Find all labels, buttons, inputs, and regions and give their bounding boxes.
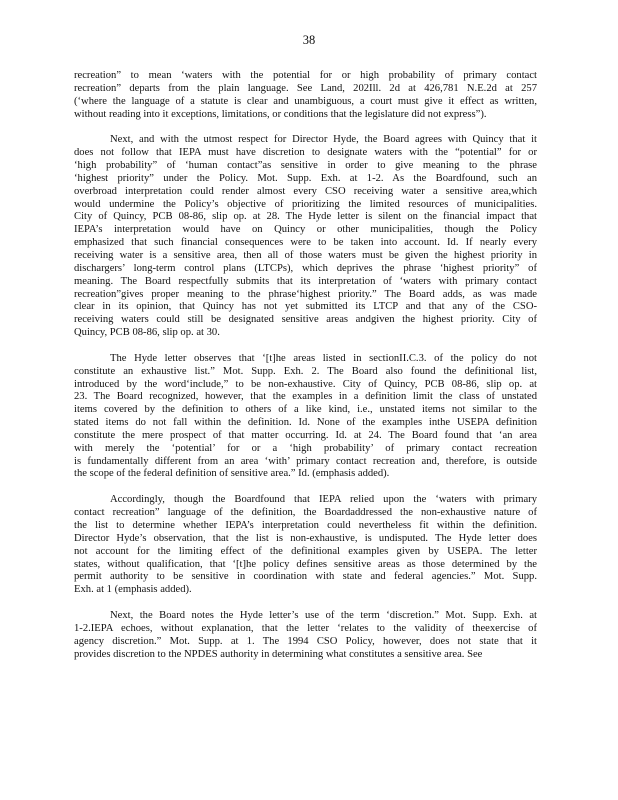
text-line: recreation”gives proper meaning to the phrase‘highest priority.” The Board adds, as was made: [74, 288, 537, 300]
page-number: 38: [302, 33, 316, 47]
text-line: 1-2.IEPA echoes, without explanation, that the letter ‘relates to the validity of theexercise of: [74, 622, 537, 634]
text-line: recreation” departs from the plain language. See Land, 202Ill. 2d at 426,781 N.E.2d at 257: [74, 82, 537, 94]
text-line: agency discretion.” Mot. Supp. at 1. The 1994 CSO Policy, however, does not state that it: [74, 635, 537, 647]
text-line: Next, and with the utmost respect for Director Hyde, the Board agrees with Quincy that it: [110, 134, 537, 146]
text-line: emphasized that such financial consequences were to be taken into account. Id. If nearly every: [74, 237, 537, 249]
text-line: City of Quincy, PCB 08-86, slip op. at 28. The Hyde letter is silent on the financial impact that: [74, 211, 537, 223]
document-body: [74, 70, 537, 674]
text-line: Quincy, PCB 08-86, slip op. at 30.: [74, 327, 220, 339]
text-line: introduced by the word‘include,” to be non-exhaustive. City of Quincy, PCB 08-86, slip op. at: [74, 378, 537, 390]
text-line: Next, the Board notes the Hyde letter’s use of the term ‘discretion.” Mot. Supp. Exh. at: [110, 610, 537, 622]
text-line: without reading into it exceptions, limitations, or conditions that the legislature did not express”).: [74, 108, 487, 120]
text-line: permit authority to be sensitive in coordination with state and federal agencies.” Mot. Supp.: [74, 571, 537, 583]
text-line: receiving waters could still be designated sensitive areas andgiven the highest priority. City of: [74, 314, 537, 326]
text-line: the scope of the federal definition of sensitive area.” Id. (emphasis added).: [74, 468, 390, 480]
paragraph: [74, 70, 537, 121]
text-line: ‘high probability” of ‘human contact”as sensitive in order to give meaning to the phrase: [74, 160, 537, 172]
text-line: Exh. at 1 (emphasis added).: [74, 584, 192, 596]
text-line: (‘where the language of a statute is clear and unambiguous, a court must give it effect as written,: [74, 95, 537, 107]
text-line: ‘highest priority” under the Policy. Mot. Supp. Exh. at 1-2. As the Boardfound, such an: [74, 172, 537, 184]
text-line: is fundamentally different from an area ‘with’ primary contact recreation and, therefore, is outside: [74, 455, 537, 467]
text-line: not account for the limiting effect of the definitional examples given by USEPA. The letter: [74, 545, 537, 557]
text-line: IEPA’s interpretation would have on Quincy or other municipalities, though the Policy: [74, 224, 537, 236]
text-line: The Hyde letter observes that ‘[t]he areas listed in sectionII.C.3. of the policy do not: [110, 352, 537, 364]
text-line: meaning. The Board respectfully submits that its interpretation of ‘waters with primary contact: [74, 275, 537, 287]
text-line: items covered by the definition to others of a like kind, i.e., unstated items not similar to the: [74, 404, 537, 416]
text-line: 23. The Board recognized, however, that the examples in a definition limit the class of unstated: [74, 391, 537, 403]
paragraph: [74, 610, 537, 661]
text-line: does not follow that IEPA must have discretion to designate waters with the “potential” for or: [74, 147, 537, 159]
text-line: recreation” to mean ‘waters with the potential for or high probability of primary contact: [74, 70, 537, 81]
text-line: would undermine the Policy’s objective of prioritizing the limited resources of municipalities.: [74, 198, 537, 210]
paragraph: [74, 353, 537, 481]
text-line: receiving water is a sensitive area, then all of those waters must be given the highest priority in: [74, 249, 537, 261]
text-line: with merely the ‘potential’ for or a ‘high probability’ of primary contact recreation: [74, 442, 537, 454]
text-line: stated items do not fall within the definition. Id. None of the examples inthe USEPA definition: [74, 417, 537, 429]
paragraph: [74, 134, 537, 340]
text-line: Director Hyde’s observation, that the list is non-exhaustive, is undisputed. The Hyde letter does: [74, 532, 537, 544]
text-line: constitute the mere prospect of that matter occurring. Id. at 24. The Board found that ‘an area: [74, 429, 537, 441]
text-line: clear in its opinion, that Quincy has not yet submitted its LTCP and that any of the CSO-: [74, 301, 537, 313]
text-line: contact recreation” language of the definition, the Boardaddressed the non-exhaustive nature of: [74, 507, 537, 519]
text-line: the list to determine whether IEPA’s interpretation could nevertheless fit within the definition.: [74, 520, 537, 531]
paragraph: [74, 494, 537, 597]
text-line: Accordingly, though the Boardfound that IEPA relied upon the ‘waters with primary: [110, 494, 537, 506]
text-line: states, without qualification, that ‘[t]he policy defines sensitive areas as those determined by the: [74, 558, 537, 570]
text-line: provides discretion to the NPDES authority in determining what constitutes a sensitive area. See: [74, 648, 483, 660]
text-line: dischargers’ long-term control plans (LTCPs), which deprives the phrase ‘highest priority” of: [74, 262, 537, 274]
text-line: constitute an exhaustive list.” Mot. Supp. Exh. 2. The Board also found the definitional list,: [74, 365, 537, 377]
text-line: overbroad interpretation could render almost every CSO receiving water a sensitive area,which: [74, 185, 537, 197]
